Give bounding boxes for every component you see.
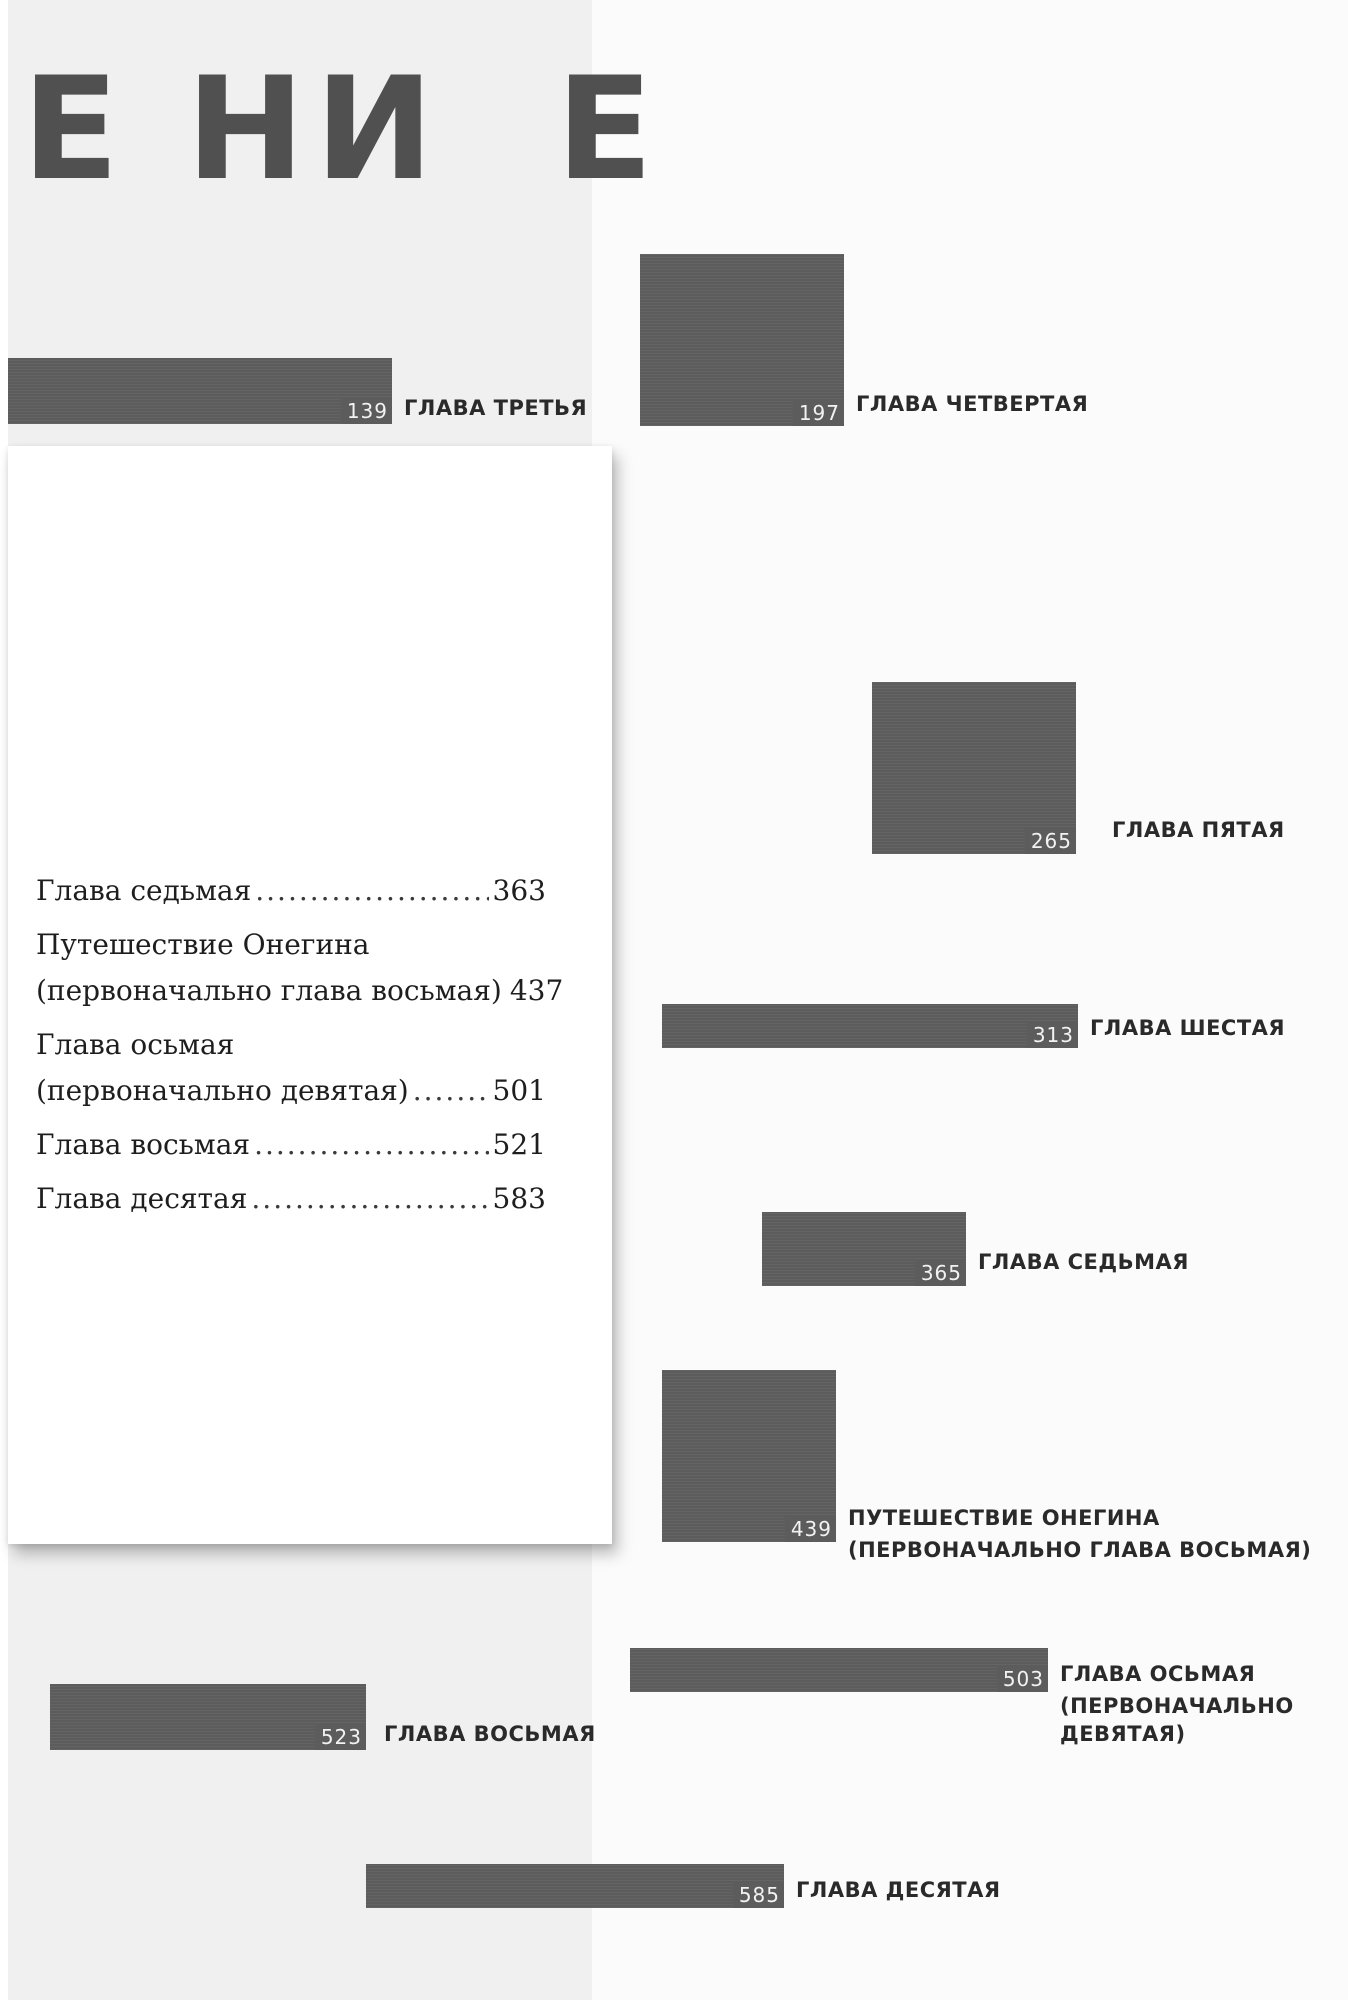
chapter-page-number: 439 [785, 1516, 836, 1542]
chapter-title-onegin: ПУТЕШЕСТВИЕ ОНЕГИНА [848, 1506, 1160, 1530]
chapter-page-number: 313 [1027, 1022, 1078, 1048]
toc-dots [254, 1122, 488, 1168]
chapter-title-8: ГЛАВА ВОСЬМАЯ [384, 1722, 596, 1746]
chapter-title-6: ГЛАВА ШЕСТАЯ [1090, 1016, 1286, 1040]
toc-dots [413, 1068, 489, 1114]
chapter-title-4: ГЛАВА ЧЕТВЕРТАЯ [856, 392, 1089, 416]
chapter-bar-osmaya [630, 1648, 1048, 1692]
chapter-bar-4 [640, 254, 844, 426]
chapter-page-number: 265 [1025, 828, 1076, 854]
heading-letter-e-2: Е [556, 47, 664, 212]
chapter-bar-8 [50, 1684, 366, 1750]
toc-dots [255, 868, 488, 914]
toc-entry: Глава седьмая ..... 363 [36, 868, 546, 914]
chapter-title-3: ГЛАВА ТРЕТЬЯ [404, 396, 588, 420]
chapter-title-onegin-sub: (ПЕРВОНАЧАЛЬНО ГЛАВА ВОСЬМАЯ) [848, 1538, 1312, 1562]
chapter-bar-3 [8, 358, 392, 424]
toc-entry-line1: Глава осьмая [36, 1028, 235, 1061]
table-of-contents [36, 868, 564, 1222]
chapter-title-10: ГЛАВА ДЕСЯТАЯ [796, 1878, 1001, 1902]
chapter-page-number: 139 [341, 398, 392, 424]
toc-entry: Глава десятая ..... 583 [36, 1176, 546, 1222]
chapter-page-number: 197 [793, 400, 844, 426]
toc-dots [251, 1176, 488, 1222]
chapter-page-number: 365 [915, 1260, 966, 1286]
chapter-page-number: 503 [997, 1666, 1048, 1692]
toc-entry: Глава восьмая ..... 521 [36, 1122, 546, 1168]
page-edge [0, 0, 8, 2000]
chapter-bar-onegin [662, 1370, 836, 1542]
toc-entry: (первоначально девятая) ..... 501 [36, 1068, 546, 1114]
chapter-bar-10 [366, 1864, 784, 1908]
heading-letter-e: Е [22, 47, 130, 212]
toc-entry: (первоначально глава восьмая) 437 [36, 974, 564, 1007]
chapter-title-osmaya: ГЛАВА ОСЬМАЯ [1060, 1662, 1256, 1686]
chapter-title-5: ГЛАВА ПЯТАЯ [1112, 818, 1285, 842]
chapter-page-number: 523 [315, 1724, 366, 1750]
heading-letters-ni: НИ [186, 47, 444, 212]
chapter-title-osmaya-sub2: ДЕВЯТАЯ) [1060, 1722, 1186, 1746]
chapter-bar-5 [872, 682, 1076, 854]
chapter-title-osmaya-sub: (ПЕРВОНАЧАЛЬНО [1060, 1694, 1294, 1718]
toc-entry-line1: Путешествие Онегина [36, 928, 370, 961]
chapter-bar-6 [662, 1004, 1078, 1048]
chapter-page-number: 585 [733, 1882, 784, 1908]
chapter-bar-7 [762, 1212, 966, 1286]
chapter-title-7: ГЛАВА СЕДЬМАЯ [978, 1250, 1189, 1274]
